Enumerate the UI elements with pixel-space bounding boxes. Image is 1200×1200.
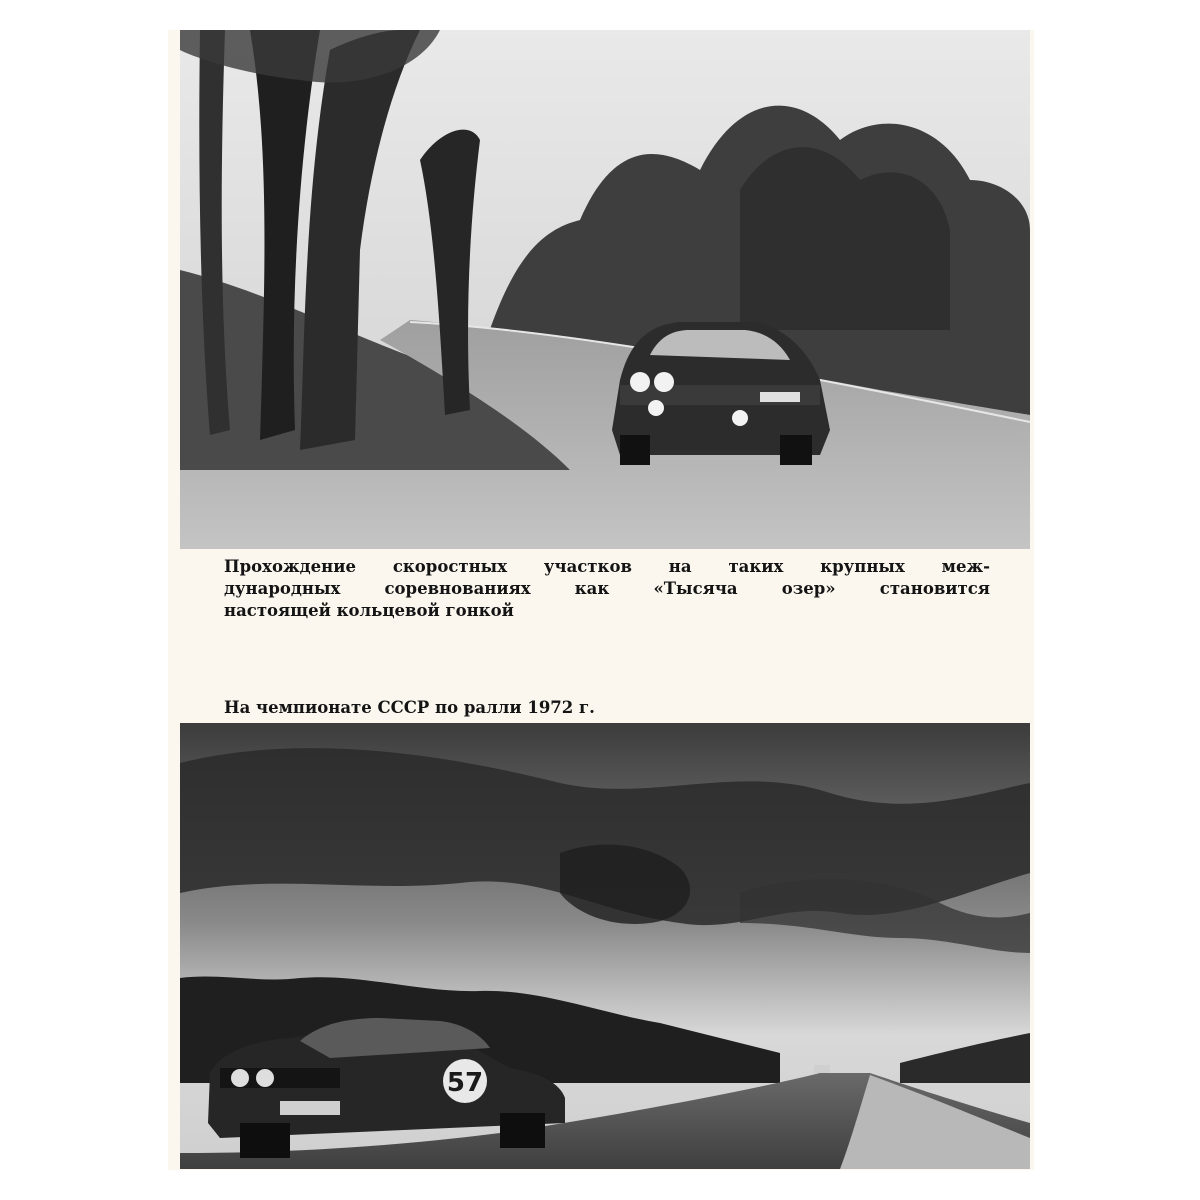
car-number: 57 (446, 1068, 484, 1098)
caption-bottom (224, 697, 990, 719)
caption-bottom-text: На чемпионате СССР по ралли 1972 г. (224, 698, 595, 717)
caption-top (224, 556, 990, 622)
photo-rally-car-highway (180, 723, 1030, 1169)
caption-top-line-3: настоящей кольцевой гонкой (224, 601, 514, 620)
photo-rally-car-cornering (180, 30, 1030, 549)
photo-bottom-graphic (180, 723, 1030, 1169)
distant-car (814, 1065, 830, 1073)
caption-top-line-1: Прохождение скоростных участков на таких крупных меж- (224, 557, 990, 576)
caption-top-line-2: дународных соревнованиях как «Тысяча озер» становится (224, 579, 990, 598)
book-page (168, 30, 1034, 1170)
photo-top-graphic (180, 30, 1030, 549)
